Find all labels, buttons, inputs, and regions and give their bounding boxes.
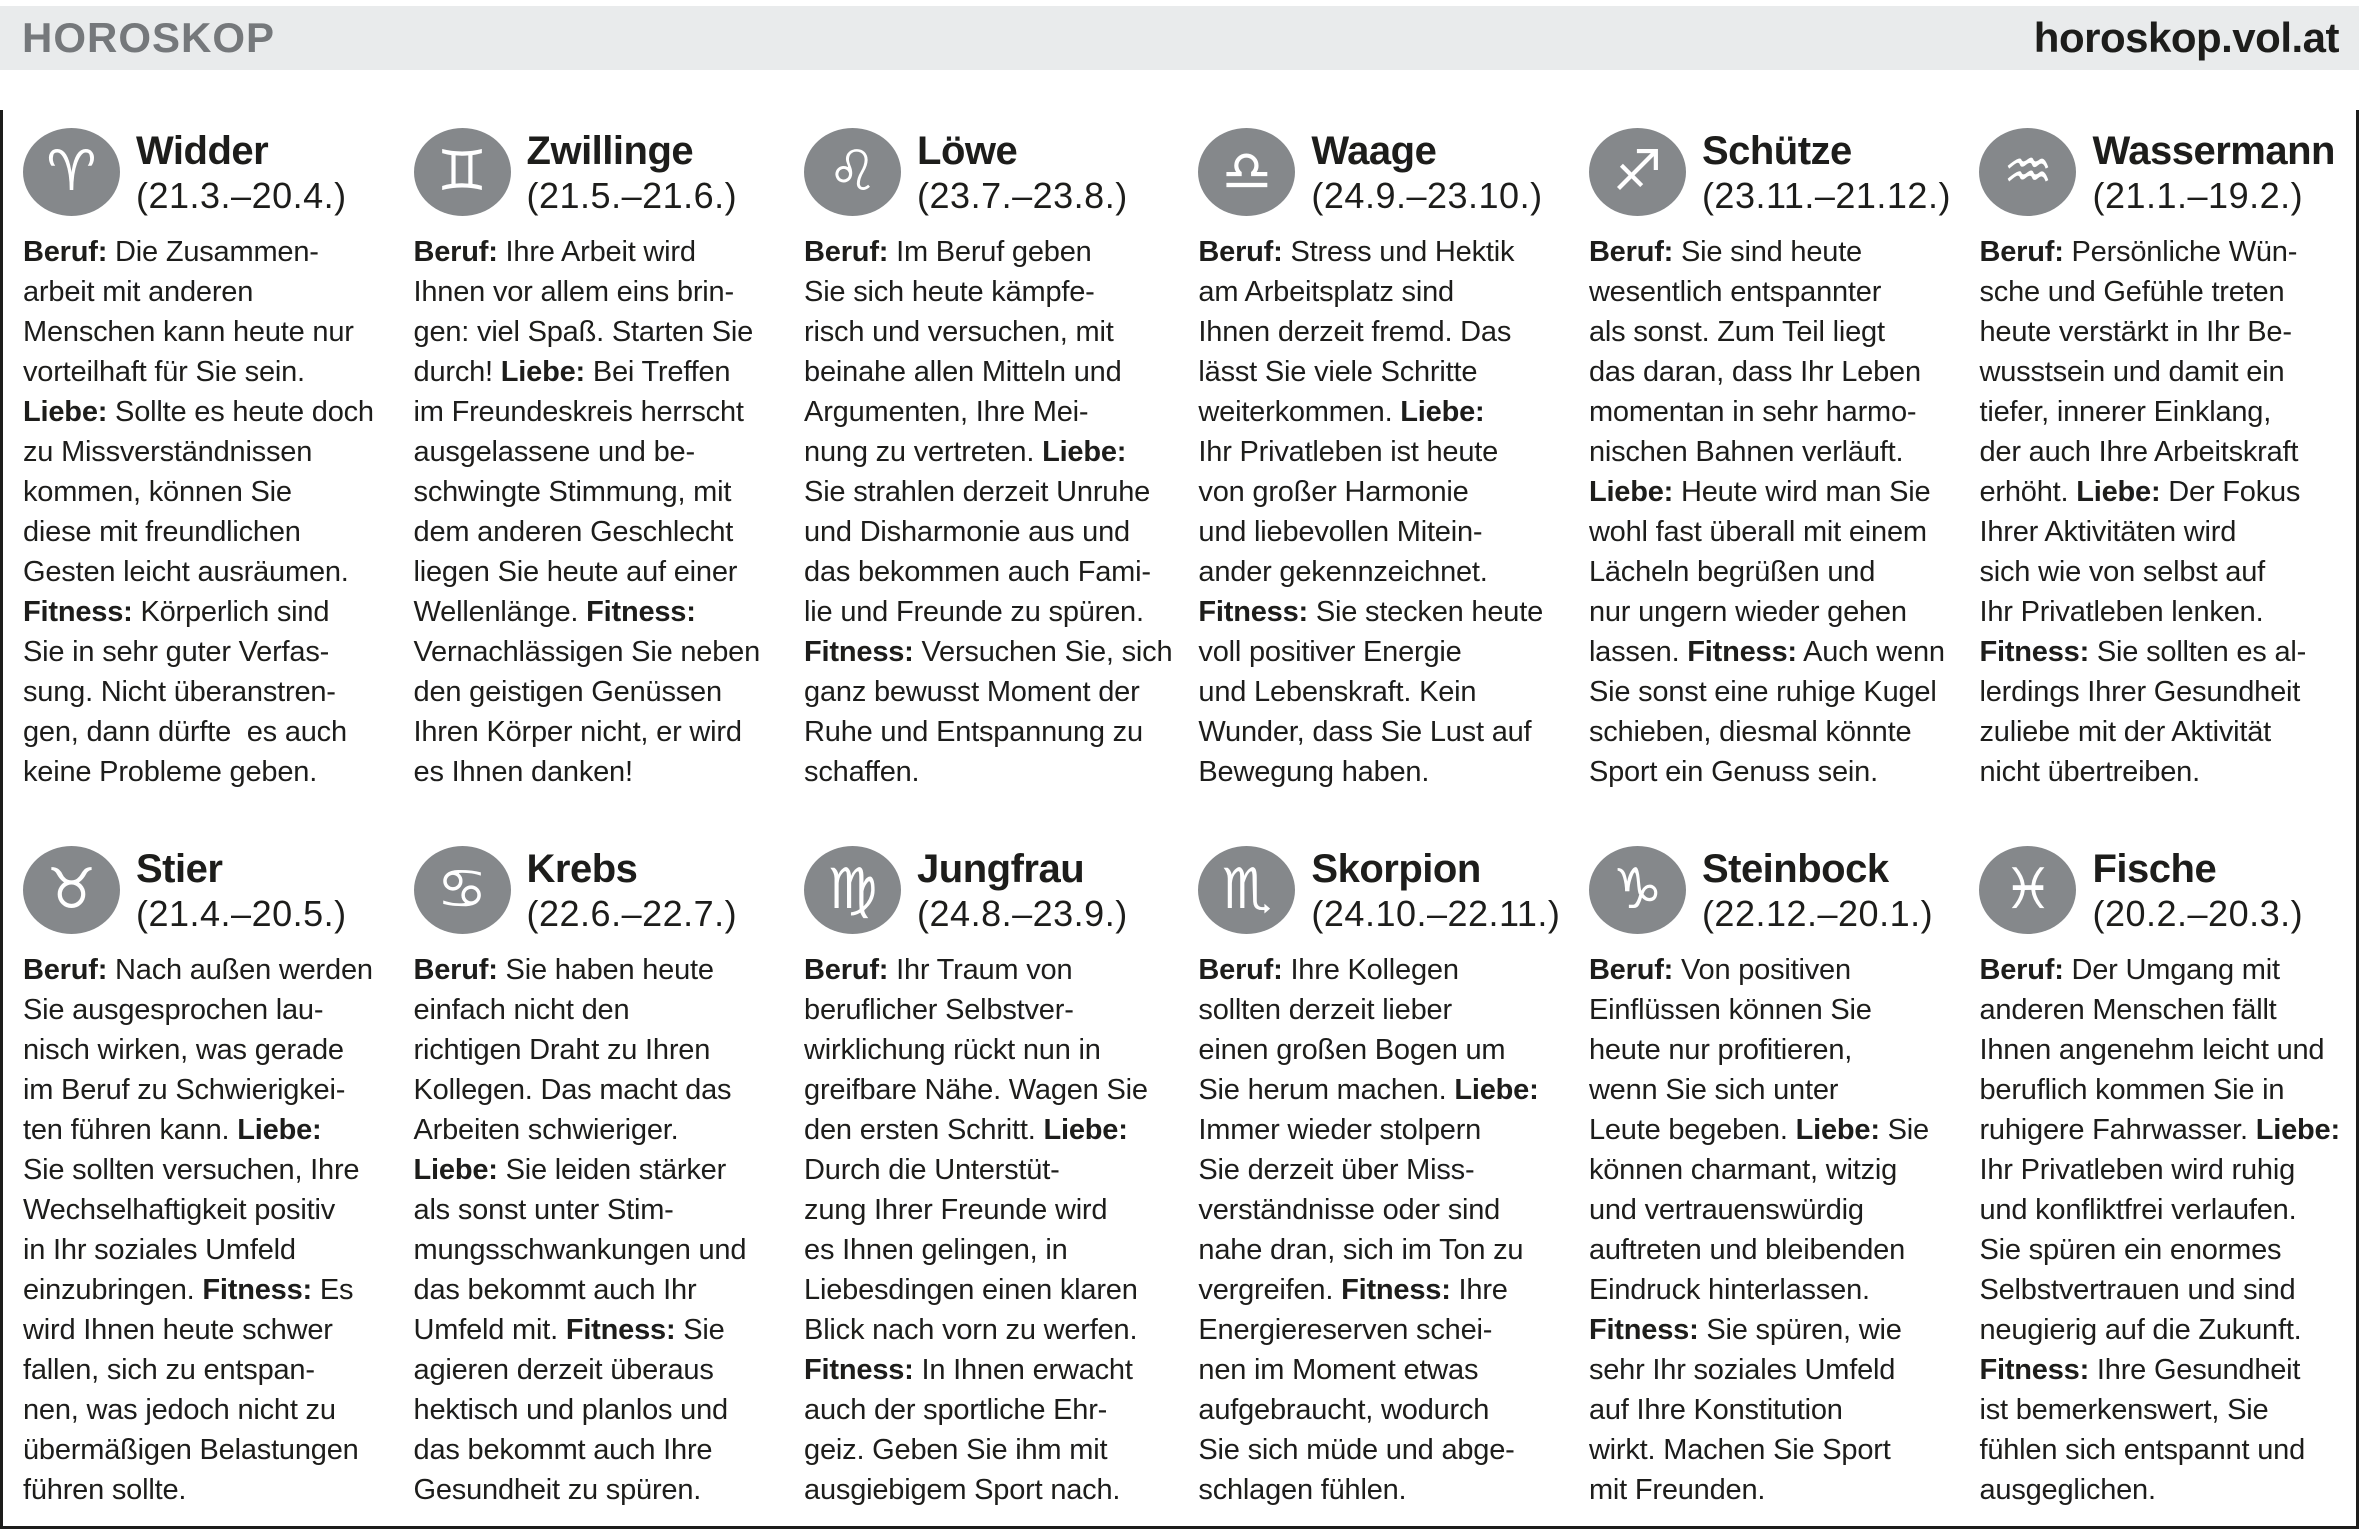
sign-card-widder [23, 128, 388, 792]
header-bar [0, 6, 2359, 70]
sign-text: Beruf: Persönliche Wün- sche und Gefühle treten heute verstärkt in Ihr Be- wusstsein und damit ein tiefer, innerer Einklang, der auch Ihre Arbeitskraft erhöht. Liebe: Der Fokus Ihrer Aktivitäten wird sich wie von selbst auf Ihr Privatleben lenken. Fitness: Sie sollten es al- lerdings Ihrer Gesundheit zuliebe mit der Aktivität nicht übertreiben. [1979, 236, 2307, 788]
sign-card-wassermann [1979, 128, 2344, 792]
sign-name: Fische [2092, 846, 2217, 891]
sign-card-steinbock [1589, 846, 1954, 1510]
sign-title-block [136, 130, 347, 215]
sign-header [414, 128, 779, 216]
sign-card-löwe [804, 128, 1172, 792]
sign-name: Löwe [917, 128, 1018, 173]
sign-text: Beruf: Stress und Hektik am Arbeitsplatz sind Ihnen derzeit fremd. Das lässt Sie viele Schritte weiterkommen. Liebe: Ihr Privatleben ist heute von großer Harmonie und liebevollen Mitein- ander gekennzeichnet. Fitness: Sie stecken heute voll positiver Energie und Lebenskraft. Kein Wunder, dass Sie Lust auf Bewegung haben. [1198, 236, 1543, 788]
sign-title-block [136, 848, 347, 933]
sign-header [1589, 128, 1954, 216]
sign-text: Beruf: Im Beruf geben Sie sich heute kämpfe- risch und versuchen, mit beinahe allen Mitteln und Argumenten, Ihre Mei- nung zu vertreten. Liebe: Sie strahlen derzeit Unruhe und Disharmonie aus und das bekommen auch Fami- lie und Freunde zu spüren. Fitness: Versuchen Sie, sich ganz bewusst Moment der Ruhe und Entspannung zu schaffen. [804, 236, 1173, 788]
pisces-fish-icon: ♓ [1979, 846, 2076, 934]
taurus-bull-icon: ♉ [23, 846, 120, 934]
sign-text: Beruf: Von positiven Einflüssen können Sie heute nur profitieren, wenn Sie sich unter Leute begeben. Liebe: Sie können charmant, witzig und vertrauenswürdig auftreten und bleibenden Eindruck hinterlassen. Fitness: Sie spüren, wie sehr Ihr soziales Umfeld auf Ihre Konstitution wirkt. Machen Sie Sport mit Freunden. [1588, 954, 1929, 1506]
sign-name: Widder [136, 128, 269, 173]
leo-lion-icon: ♌ [804, 128, 901, 216]
sign-name: Zwillinge [526, 128, 694, 173]
sign-name: Stier [136, 846, 223, 891]
cancer-crab-icon: ♋ [414, 846, 511, 934]
aquarius-water-bearer-icon: ♒ [1979, 128, 2076, 216]
aries-ram-icon: ♈ [23, 128, 120, 216]
sign-text: Beruf: Ihr Traum von beruflicher Selbstver- wirklichung rückt nun in greifbare Nähe. Wagen Sie den ersten Schritt. Liebe: Durch die Unterstüt- zung Ihrer Freunde wird es Ihnen gelingen, in Liebesdingen einen klaren Blick nach vorn zu werfen. Fitness: In Ihnen erwacht auch der sportliche Ehr- geiz. Geben Sie ihm mit ausgiebigem Sport nach. [804, 954, 1148, 1506]
sign-text: Beruf: Sie haben heute einfach nicht den richtigen Draht zu Ihren Kollegen. Das macht das Arbeiten schwieriger. Liebe: Sie leiden stärker als sonst unter Stim- mungsschwankungen und das bekommt auch Ihr Umfeld mit. Fitness: Sie agieren derzeit überaus hektisch und planlos und das bekommt auch Ihre Gesundheit zu spüren. [413, 954, 747, 1506]
sign-title-block [1311, 848, 1560, 933]
sign-name: Krebs [526, 846, 638, 891]
virgo-maiden-icon: ♍ [804, 846, 901, 934]
sign-header [1979, 846, 2344, 934]
sign-card-skorpion [1198, 846, 1563, 1510]
sign-card-krebs [414, 846, 779, 1510]
gemini-twins-icon: ♊ [414, 128, 511, 216]
sign-header [804, 846, 1172, 934]
sign-header [1589, 846, 1954, 934]
sign-card-waage [1198, 128, 1563, 792]
sign-dates: (24.10.–22.11.) [1311, 892, 1561, 934]
sign-dates: (22.6.–22.7.) [526, 892, 738, 934]
sign-title-block [1702, 848, 1933, 933]
sign-header [1198, 846, 1563, 934]
site-url: horoskop.vol.at [2033, 14, 2339, 61]
sign-card-zwillinge [414, 128, 779, 792]
sign-header [804, 128, 1172, 216]
sign-title-block [527, 848, 738, 933]
sign-title-block [917, 130, 1128, 215]
sign-name: Wassermann [2092, 128, 2335, 173]
sign-name: Steinbock [1701, 846, 1889, 891]
sign-dates: (23.7.–23.8.) [917, 174, 1128, 216]
sign-card-stier [23, 846, 388, 1510]
sign-card-fische [1979, 846, 2344, 1510]
sign-title-block [1702, 130, 1951, 215]
sign-header [1979, 128, 2344, 216]
libra-scales-icon: ♎ [1198, 128, 1295, 216]
capricorn-goat-icon: ♑ [1589, 846, 1686, 934]
sign-text: Beruf: Sie sind heute wesentlich entspannter als sonst. Zum Teil liegt das daran, dass Ihr Leben momentan in sehr harmo- nischen Bahnen verläuft. Liebe: Heute wird man Sie wohl fast überall mit einem Lächeln begrüßen und nur ungern wieder gehen lassen. Fitness: Auch wenn Sie sonst eine ruhige Kugel schieben, diesmal könnte Sport ein Genuss sein. [1588, 236, 1945, 788]
sign-dates: (23.11.–21.12.) [1701, 174, 1951, 216]
scorpio-scorpion-icon: ♏ [1198, 846, 1295, 934]
sign-dates: (21.1.–19.2.) [2092, 174, 2304, 216]
sagittarius-archer-icon: ♐ [1589, 128, 1686, 216]
sign-title-block [2092, 848, 2303, 933]
sign-title-block [527, 130, 738, 215]
sign-name: Waage [1311, 128, 1437, 173]
content-frame [0, 110, 2359, 1529]
sign-title-block [2092, 130, 2335, 215]
sign-title-block [1311, 130, 1542, 215]
sign-dates: (22.12.–20.1.) [1701, 892, 1934, 934]
sign-header [414, 846, 779, 934]
sign-name: Schütze [1701, 128, 1852, 173]
sign-text: Beruf: Ihre Kollegen sollten derzeit lieber einen großen Bogen um Sie herum machen. Liebe: Immer wieder stolpern Sie derzeit über Miss- verständnisse oder sind nahe dran, sich im Ton zu vergreifen. Fitness: Ihre Energiereserven schei- nen im Moment etwas aufgebraucht, wodurch Sie sich müde und abge- schlagen fühlen. [1198, 954, 1539, 1506]
sign-title-block [917, 848, 1128, 933]
sign-header [23, 128, 388, 216]
sign-name: Skorpion [1311, 846, 1481, 891]
sign-dates: (24.9.–23.10.) [1311, 174, 1543, 216]
sign-text: Beruf: Nach außen werden Sie ausgesprochen lau- nisch wirken, was gerade im Beruf zu Schwierigkei- ten führen kann. Liebe: Sie sollten versuchen, Ihre Wechselhaftigkeit positiv in Ihr soziales Umfeld einzubringen. Fitness: Es wird Ihnen heute schwer fallen, sich zu entspan- nen, was jedoch nicht zu übermäßigen Belastungen führen sollte. [23, 954, 373, 1506]
sign-card-jungfrau [804, 846, 1172, 1510]
sign-dates: (21.5.–21.6.) [526, 174, 738, 216]
sign-dates: (21.3.–20.4.) [136, 174, 347, 216]
sign-dates: (21.4.–20.5.) [136, 892, 347, 934]
page-title: HOROSKOP [22, 14, 276, 61]
sign-text: Beruf: Ihre Arbeit wird Ihnen vor allem eins brin- gen: viel Spaß. Starten Sie durch! Liebe: Bei Treffen im Freundeskreis herrscht ausgelassene und be- schwingte Stimmung, mit dem anderen Geschlecht liegen Sie heute auf einer Wellenlänge. Fitness: Vernachlässigen Sie neben den geistigen Genüssen Ihren Körper nicht, er wird es Ihnen danken! [413, 236, 760, 788]
sign-header [1198, 128, 1563, 216]
sign-dates: (24.8.–23.9.) [917, 892, 1128, 934]
sign-card-schütze [1589, 128, 1954, 792]
horoscope-grid [3, 110, 2356, 1510]
sign-text: Beruf: Der Umgang mit anderen Menschen fällt Ihnen angenehm leicht und beruflich kommen Sie in ruhigere Fahrwasser. Liebe: Ihr Privatleben wird ruhig und konfliktfrei verlaufen. Sie spüren ein enormes Selbstvertrauen und sind neugierig auf die Zukunft. Fitness: Ihre Gesundheit ist bemerkenswert, Sie fühlen sich entspannt und ausgeglichen. [1979, 954, 2340, 1506]
sign-text: Beruf: Die Zusammen- arbeit mit anderen Menschen kann heute nur vorteilhaft für Sie sein. Liebe: Sollte es heute doch zu Missverständnissen kommen, können Sie diese mit freundlichen Gesten leicht ausräumen. Fitness: Körperlich sind Sie in sehr guter Verfas- sung. Nicht überanstren- gen, dann dürfte es auch keine Probleme geben. [23, 236, 374, 788]
sign-dates: (20.2.–20.3.) [2092, 892, 2304, 934]
sign-header [23, 846, 388, 934]
sign-name: Jungfrau [917, 846, 1085, 891]
